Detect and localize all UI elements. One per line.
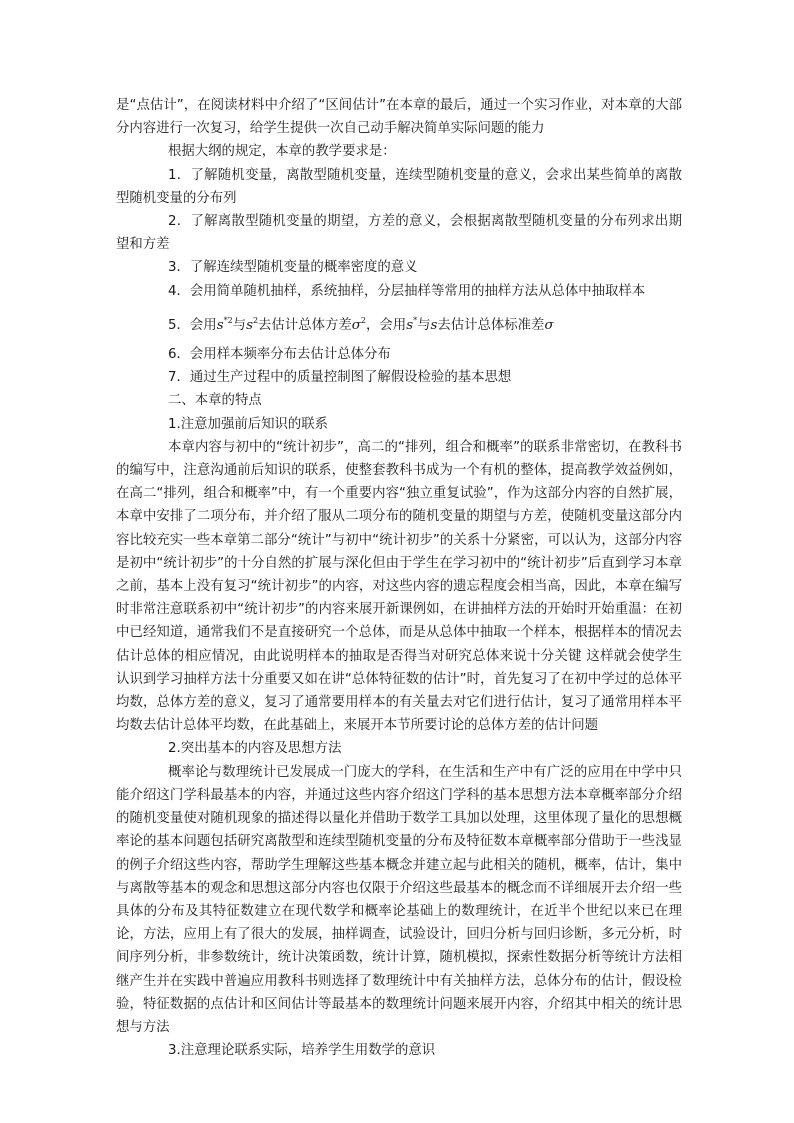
- requirement-2: 2．了解离散型随机变量的期望，方差的意义，会根据离散型随机变量的分布列求出期望和方差: [116, 214, 682, 253]
- math-s: s: [430, 317, 438, 333]
- req5-part-d: ，会用: [366, 317, 407, 333]
- req5-part-e: 与: [417, 317, 431, 333]
- subheading-1: 1.注意加强前后知识的联系: [168, 416, 329, 432]
- math-s-star-squared: $s^{*2}$: [216, 315, 233, 333]
- requirement-7: 7．通过生产过程中的质量控制图了解假设检验的基本思想: [168, 370, 512, 386]
- paragraph-requirements-intro: 根据大纲的规定，本章的教学要求是：: [168, 144, 396, 160]
- math-sigma: σ: [544, 317, 554, 333]
- req5-part-c: 去估计总体方差: [258, 317, 352, 333]
- paragraph-knowledge-connection: 本章内容与初中的“统计初步”，高二的“排列，组合和概率”的联系非常密切，在教科书的编写中，注意沟通前后知识的联系，使整套教科书成为一个有机的整体，提高教学效益例如，在高二“排列，组合和概率”中，有一个重要内容“独立重复试验”，作为这部分内容的自然扩展，本章中安排了二项分布，并介绍了服从二项分布的随机变量的期望与方差，使随机变量这部分内容比较充实一些本章第二部分“统计”与初中“统计初步”的关系十分紧密，可以认为，这部分内容是初中“统计初步”的十分自然的扩展与深化但由于学生在学习初中的“统计初步”后直到学习本章之前，基本上没有复习“统计初步”的内容，对这些内容的遗忘程度会相当高，因此，本章在编写时非常注意联系初中“统计初步”的内容来展开新课例如，在讲抽样方法的开始时开始重温：在初中已经知道，通常我们不是直接研究一个总体，而是从总体中抽取一个样本，根据样本的情况去估计总体的相应情况，由此说明样本的抽取是否得当对研究总体来说十分关键 这样就会使学生认识到学习抽样方法十分重要又如在讲“总体特征数的估计”时，首先复习了在初中学过的总体平均数，总体方差的意义，复习了通常要用样本的有关量去对它们进行估计，复习了通常用样本平均数去估计总体平均数，在此基础上，来展开本节所要讨论的总体方差的估计问题: [116, 439, 682, 734]
- requirement-1: 1．了解随机变量，离散型随机变量，连续型随机变量的意义，会求出某些简单的离散型随机变量的分布列: [116, 167, 682, 206]
- paragraph-intro: 是“点估计”，在阅读材料中介绍了“区间估计”在本章的最后，通过一个实习作业，对本章的大部分内容进行一次复习，给学生提供一次自己动手解决简单实际问题的能力: [116, 98, 682, 137]
- requirement-6: 6．会用样本频率分布去估计总体分布: [168, 347, 391, 363]
- subheading-3: 3.注意理论联系实际，培养学生用数学的意识: [168, 1043, 436, 1059]
- requirement-5: [116, 309, 682, 337]
- math-sigma-squared: $\sigma^2$: [351, 315, 367, 333]
- req5-part-f: 去估计总体标准差: [437, 317, 545, 333]
- paragraph-basic-content: 概率论与数理统计已发展成一门庞大的学科，在生活和生产中有广泛的应用在中学中只能介绍这门学科最基本的内容，并通过这些内容介绍这门学科的基本思想方法本章概率部分介绍的随机变量使对随机现象的描述得以量化并借助于数学工具加以处理，这里体现了量化的思想概率论的基本问题包括研究离散型和连续型随机变量的分布及特征数本章概率部分借助于一些浅显的例子介绍这些内容，帮助学生理解这些基本概念并建立起与此相关的随机，概率，估计，集中与离散等基本的观念和思想这部分内容也仅限于介绍这些最基本的概念而不详细展开去介绍一些具体的分布及其特征数建立在现代数学和概率论基础上的数理统计，在近半个世纪以来已在理论，方法，应用上有了很大的发展，抽样调查，试验设计，回归分析与回归诊断，多元分析，时间序列分析，非参数统计，统计决策函数，统计计算，随机模拟，探索性数据分析等统计方法相继产生并在实践中普遍应用教科书则选择了数理统计中有关抽样方法，总体分布的估计，假设检验，特征数据的点估计和区间估计等最基本的数理统计问题来展开内容，介绍其中相关的统计思想与方法: [116, 764, 682, 1035]
- requirement-4: 4．会用简单随机抽样，系统抽样，分层抽样等常用的抽样方法从总体中抽取样本: [168, 283, 646, 299]
- document-body: [116, 94, 682, 1062]
- math-s-star: s*: [406, 315, 418, 333]
- requirement-3: 3．了解连续型随机变量的概率密度的意义: [168, 260, 418, 276]
- section-heading-2: 二、本章的特点: [168, 393, 262, 409]
- math-s-squared: $s^2$: [246, 315, 259, 333]
- subheading-2: 2.突出基本的内容及思想方法: [168, 741, 342, 757]
- req5-part-a: 5．会用: [168, 317, 217, 333]
- req5-part-b: 与: [232, 317, 247, 333]
